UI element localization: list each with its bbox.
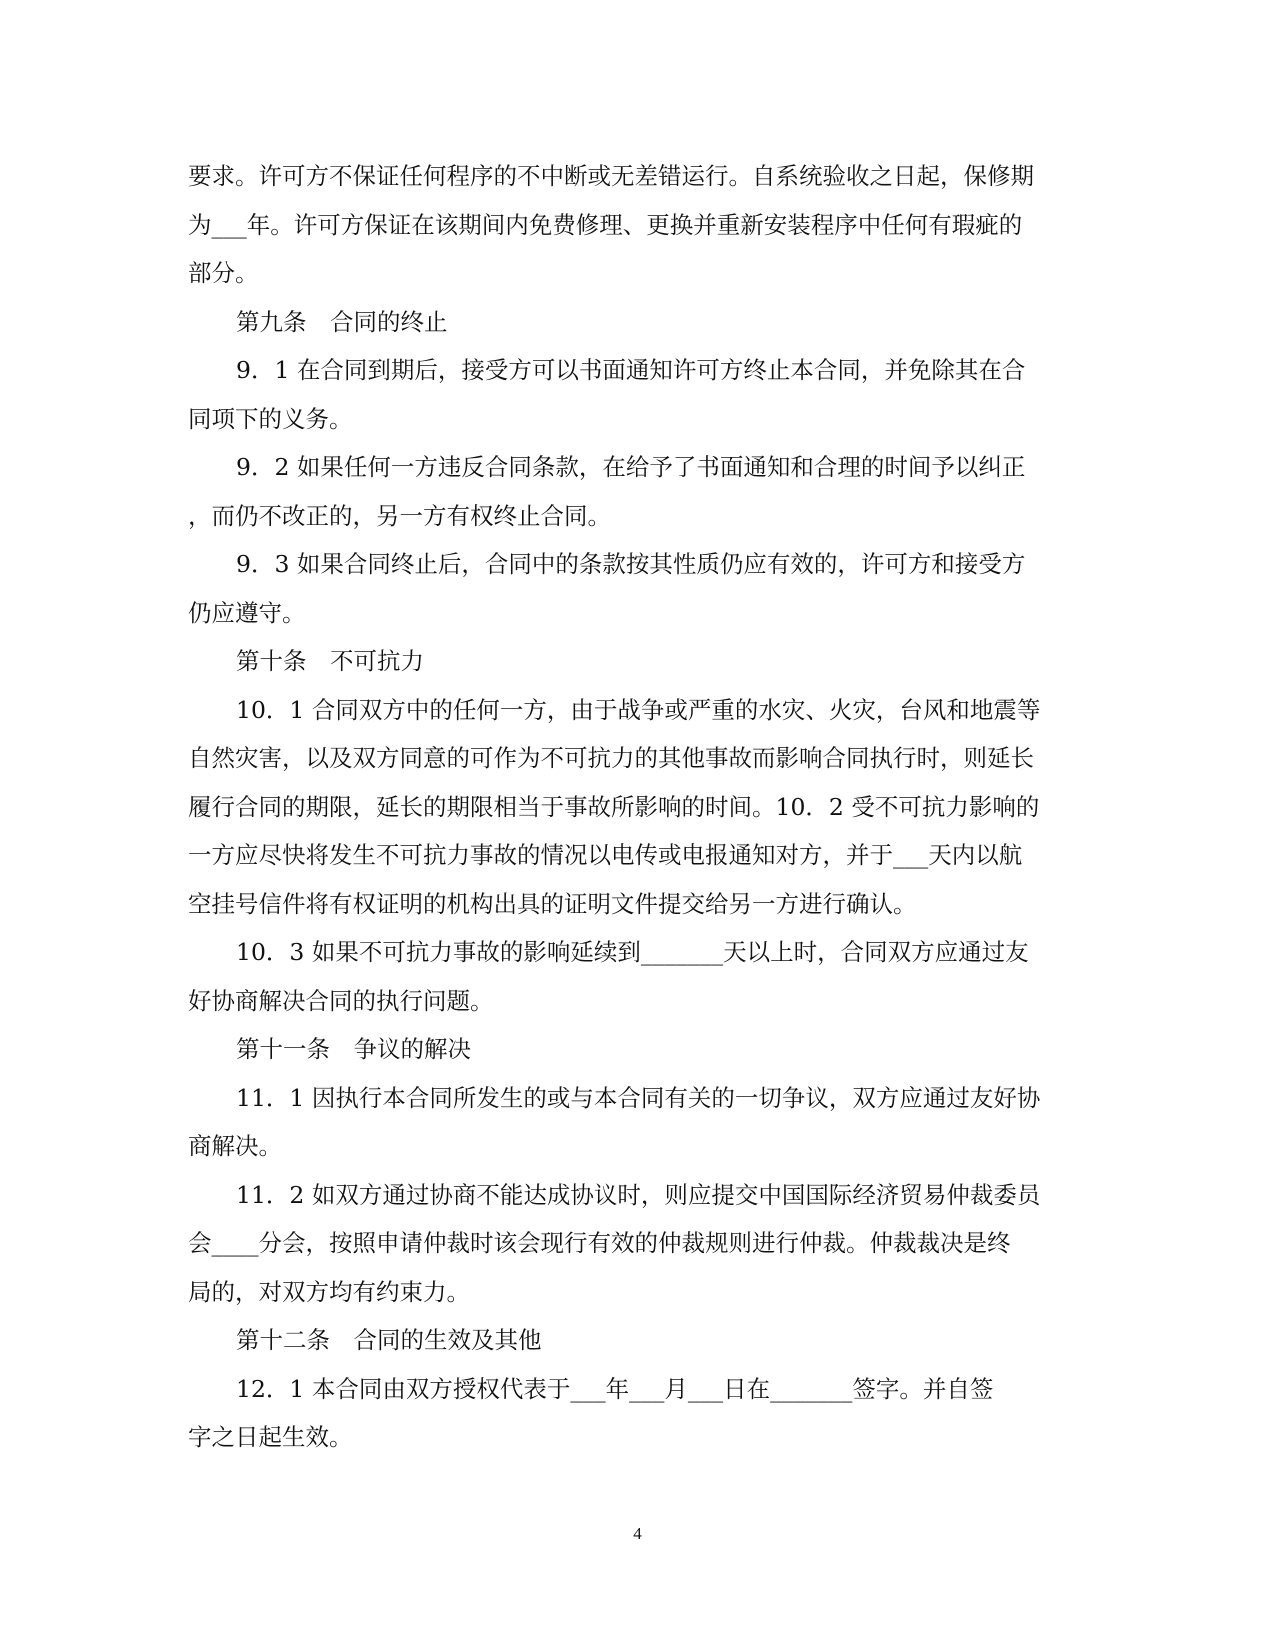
text-line: 11．1 因执行本合同所发生的或与本合同有关的一切争议，双方应通过友好协 xyxy=(236,1083,1041,1112)
text-line: 第十条 不可抗力 xyxy=(236,647,424,675)
text-line: 10．3 如果不可抗力事故的影响延续到_______天以上时，合同双方应通过友 xyxy=(236,938,1029,966)
text-line: 自然灾害，以及双方同意的可作为不可抗力的其他事故而影响合同执行时，则延长 xyxy=(188,744,1034,772)
text-line: 9．3 如果合同终止后，合同中的条款按其性质仍应有效的，许可方和接受方 xyxy=(236,550,1026,578)
text-line: 字之日起生效。 xyxy=(188,1423,353,1451)
text-line: 第十一条 争议的解决 xyxy=(236,1035,471,1063)
text-line: 会____分会，按照申请仲裁时该会现行有效的仲裁规则进行仲裁。仲裁裁决是终 xyxy=(188,1229,1011,1257)
text-line: 第十二条 合同的生效及其他 xyxy=(236,1326,542,1354)
text-line: 9．1 在合同到期后，接受方可以书面通知许可方终止本合同，并免除其在合 xyxy=(236,356,1026,384)
text-line: 履行合同的期限，延长的期限相当于事故所影响的时间。10．2 受不可抗力影响的 xyxy=(188,792,1040,821)
text-line: 好协商解决合同的执行问题。 xyxy=(188,986,494,1015)
text-line: 第九条 合同的终止 xyxy=(236,307,448,336)
text-line: 同项下的义务。 xyxy=(188,404,353,433)
text-line: 局的，对双方均有约束力。 xyxy=(188,1277,470,1306)
text-line: 仍应遵守。 xyxy=(188,598,306,627)
text-line: 空挂号信件将有权证明的机构出具的证明文件提交给另一方进行确认。 xyxy=(188,889,917,918)
page-number: 4 xyxy=(633,1524,642,1543)
text-line: 12．1 本合同由双方授权代表于___年___月___日在_______签字。并自签 xyxy=(236,1374,994,1403)
text-line: 商解决。 xyxy=(188,1132,282,1160)
text-line: 10．1 合同双方中的任何一方，由于战争或严重的水灾、火灾，台风和地震等 xyxy=(236,695,1041,724)
text-line: ，而仍不改正的，另一方有权终止合同。 xyxy=(188,501,611,530)
text-line: 一方应尽快将发生不可抗力事故的情况以电传或电报通知对方，并于___天内以航 xyxy=(188,841,1023,869)
text-line: 9．2 如果任何一方违反合同条款，在给予了书面通知和合理的时间予以纠正 xyxy=(236,453,1026,481)
text-line: 要求。许可方不保证任何程序的不中断或无差错运行。自系统验收之日起，保修期 xyxy=(188,162,1034,190)
text-line: 11．2 如双方通过协商不能达成协议时，则应提交中国国际经济贸易仲裁委员 xyxy=(236,1180,1041,1209)
text-line: 为___年。许可方保证在该期间内免费修理、更换并重新安装程序中任何有瑕疵的 xyxy=(188,210,1023,239)
document-body xyxy=(188,152,1088,1462)
text-line: 部分。 xyxy=(188,259,259,287)
